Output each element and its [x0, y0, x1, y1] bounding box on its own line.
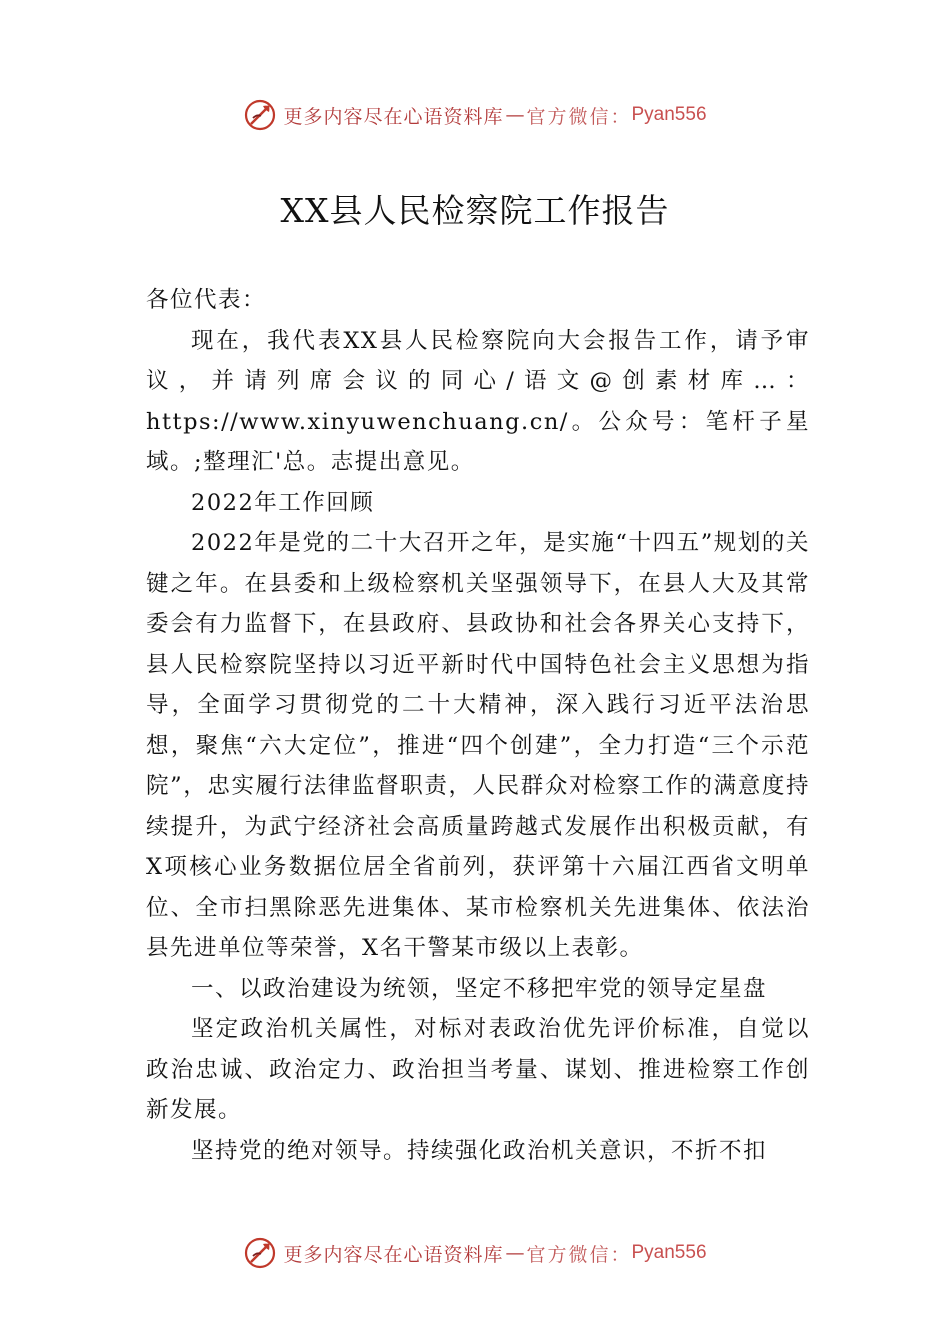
banner-wechat-id: Pyan556 — [631, 1242, 707, 1263]
banner-slogan: 更多内容尽在心语资料库 — [283, 1243, 504, 1266]
section-heading-review: 2022年工作回顾 — [191, 489, 375, 516]
banner-wechat-label: 官方微信： — [526, 1243, 632, 1266]
salutation: 各位代表： — [146, 287, 267, 313]
document-title: XX县人民检察院工作报告 — [280, 191, 670, 230]
paragraph-leadership: 坚持党的绝对领导。持续强化政治机关意识，不折不扣 — [191, 1137, 768, 1164]
paragraph-politics: 坚定政治机关属性，对标对表政治优先评价标准，自觉以政治忠诚、政治定力、政治担当考量、谋划、推进检察工作创新发展。 — [146, 1016, 810, 1123]
banner-wechat-id: Pyan556 — [631, 104, 707, 125]
quill-logo-icon — [243, 98, 277, 132]
banner-separator: — — [505, 104, 525, 126]
banner-slogan: 更多内容尽在心语资料库 — [283, 105, 504, 128]
quill-logo-icon — [243, 1236, 277, 1270]
banner-separator: — — [505, 1242, 525, 1264]
watermark-banner-top — [0, 95, 950, 135]
document-body — [146, 280, 810, 1171]
banner-wechat-label: 官方微信： — [526, 105, 632, 128]
watermark-banner-bottom — [0, 1233, 950, 1273]
paragraph-overview: 2022年是党的二十大召开之年，是实施“十四五”规划的关键之年。在县委和上级检察机关坚强领导下，在县人大及其常委会有力监督下，在县政府、县政协和社会各界关心支持下，县人民检察院坚持以习近平新时代中国特色社会主义思想为指导，全面学习贯彻党的二十大精神，深入践行习近平法治思想，聚焦“六大定位”，推进“四个创建”，全力打造“三个示范院”，忠实履行法律监督职责，人民群众对检察工作的满意度持续提升，为武宁经济社会高质量跨越式发展作出积极贡献，有X项核心业务数据位居全省前列，获评第十六届江西省文明单位、全市扫黑除恶先进集体、某市检察机关先进集体、依法治县先进单位等荣誉，X名干警某市级以上表彰。 — [146, 530, 810, 961]
section-heading-politics: 一、以政治建设为统领，坚定不移把牢党的领导定星盘 — [191, 975, 768, 1002]
paragraph-intro: 现在，我代表XX县人民检察院向大会报告工作，请予审议，并请列席会议的同心/语文@创素材库…：https://www.xinyuwenchuang.cn/。公众号：笔杆子星域。;整理汇'总。志提出意见。 — [146, 327, 810, 475]
